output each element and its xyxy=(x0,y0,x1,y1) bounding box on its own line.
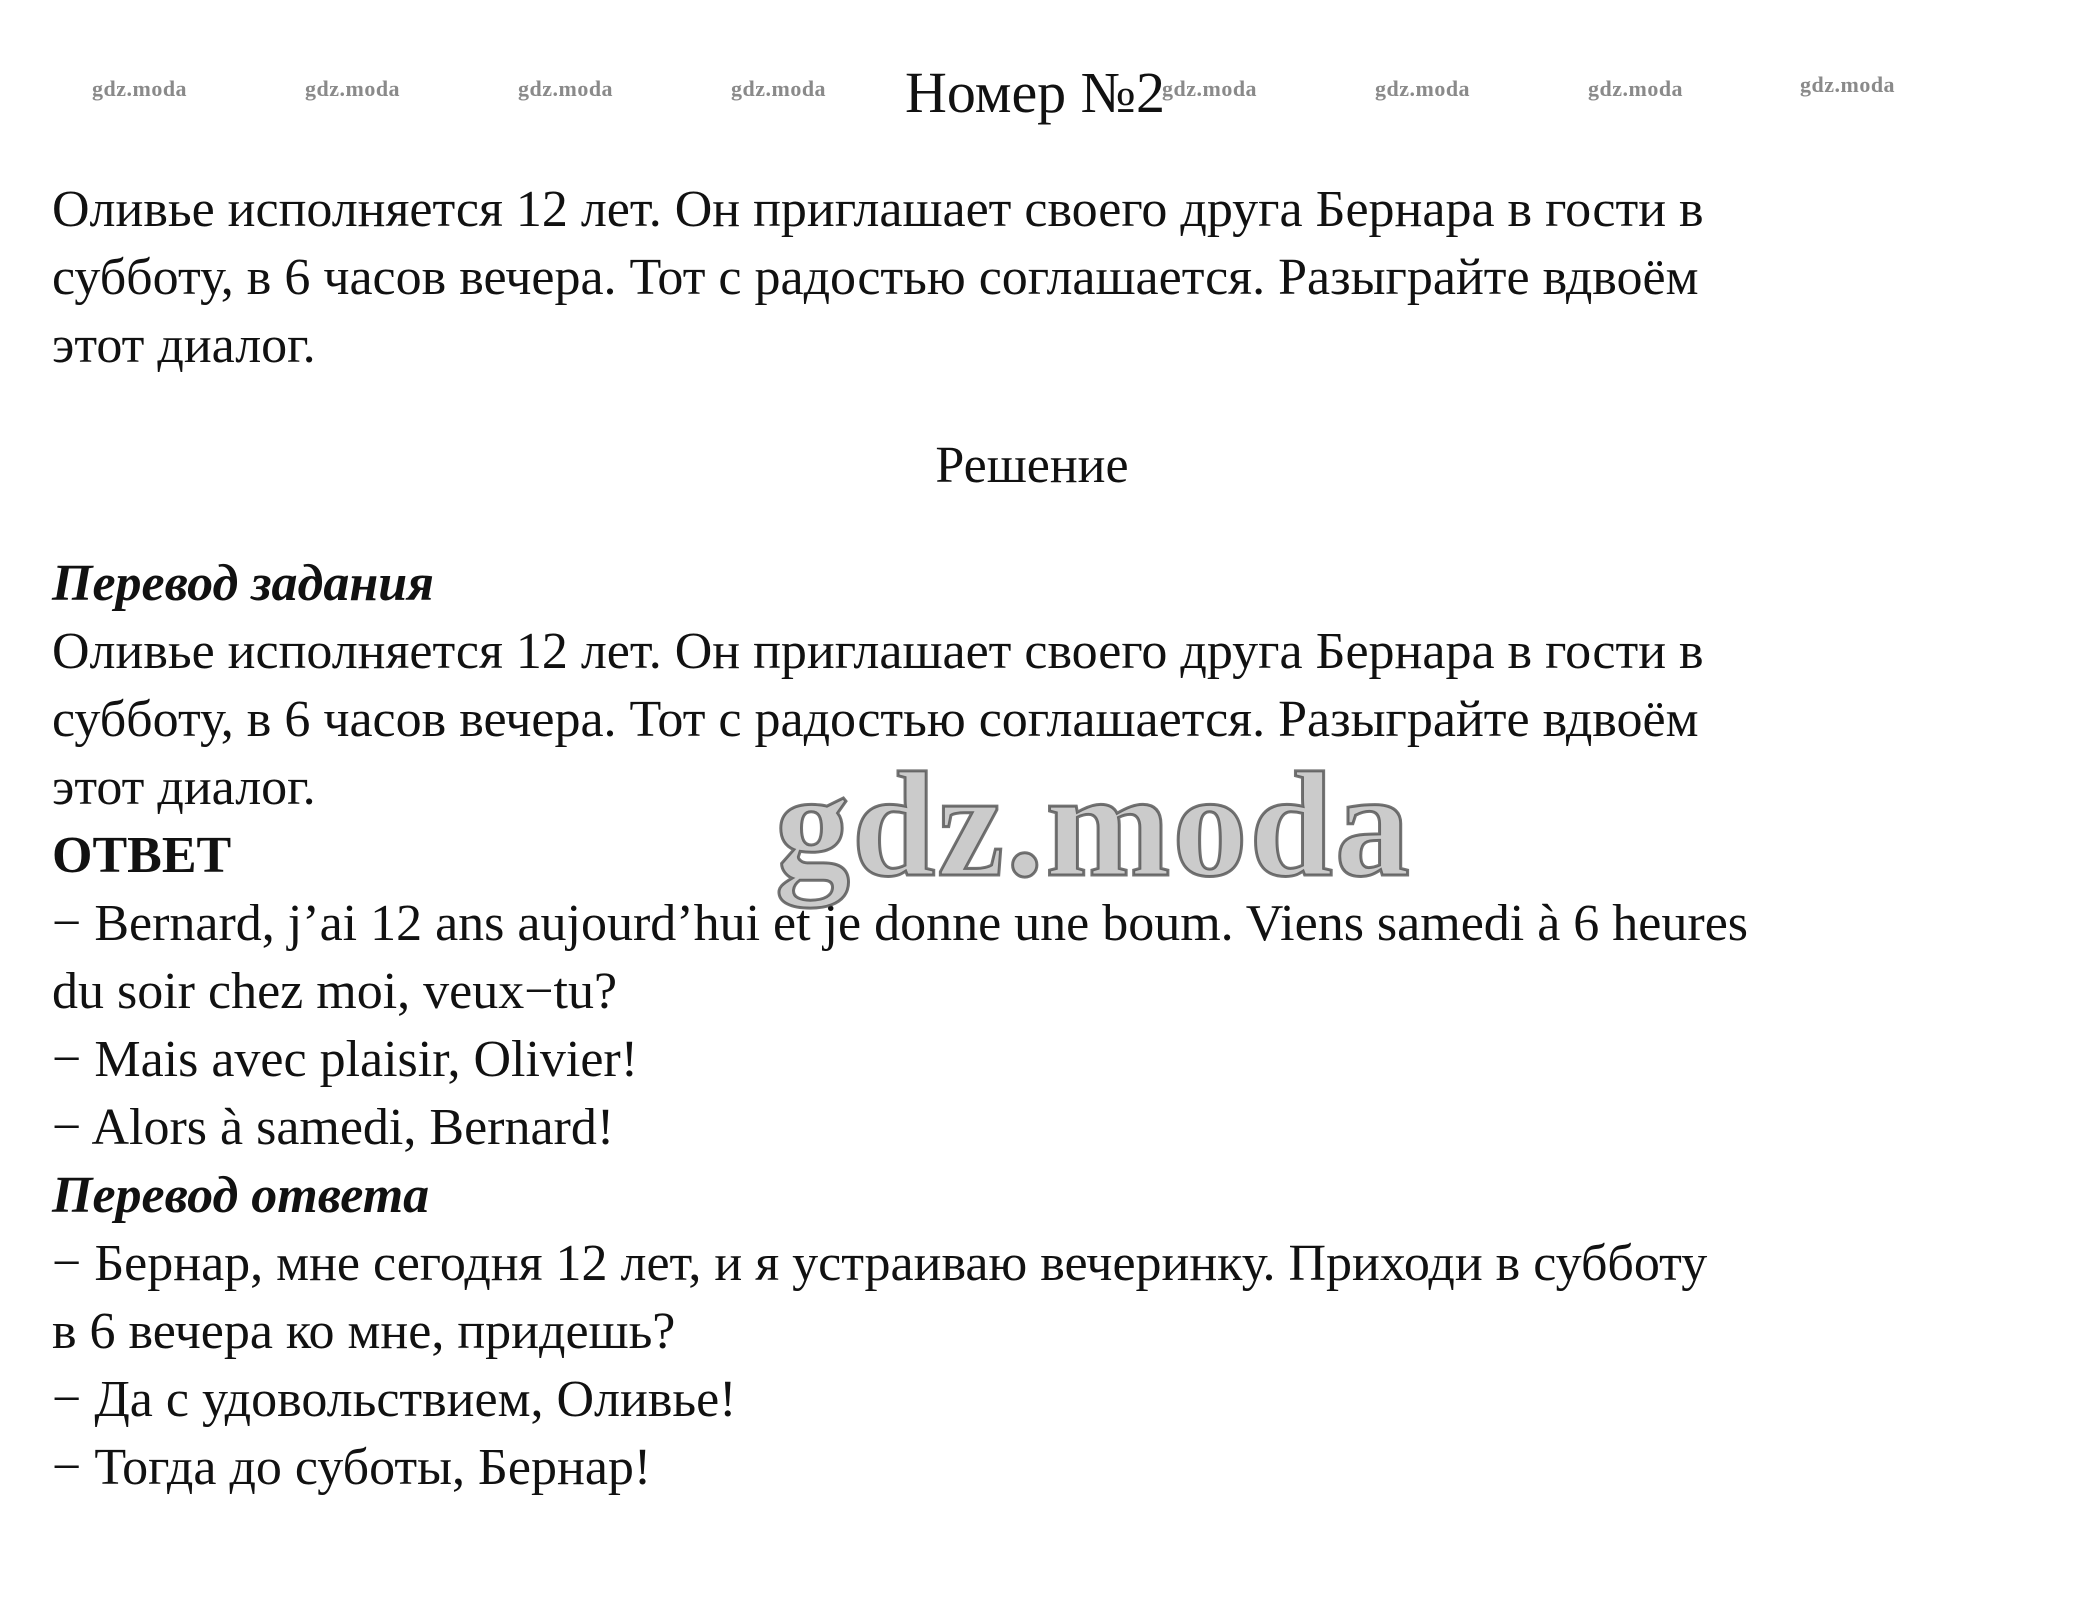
watermark-logo: gdz.moda xyxy=(775,742,1412,908)
task-line: Оливье исполняется 12 лет. Он приглашает своего друга Бернара в гости в xyxy=(52,181,1704,238)
answer-line: − Bernard, j’ai 12 ans aujourd’hui et je donne une boum. Viens samedi à 6 heures xyxy=(52,895,1749,952)
translation-text xyxy=(52,618,2052,822)
translation-line: этот диалог. xyxy=(52,759,316,816)
answer-translation-line: в 6 вечера ко мне, придешь? xyxy=(52,1303,676,1360)
task-line: этот диалог. xyxy=(52,317,316,374)
watermark-small: gdz.moda xyxy=(1375,76,1471,101)
answer-translation-line: − Бернар, мне сегодня 12 лет, и я устраиваю вечеринку. Приходи в субботу xyxy=(52,1235,1708,1292)
answer-heading: ОТВЕТ xyxy=(52,827,232,884)
answer-translation-heading: Перевод ответа xyxy=(52,1167,430,1224)
answer-line: − Alors à samedi, Bernard! xyxy=(52,1099,615,1156)
watermark-small: gdz.moda xyxy=(1800,72,1896,97)
translation-heading: Перевод задания xyxy=(52,555,434,612)
answer-line: du soir chez moi, veux−tu? xyxy=(52,963,618,1020)
answer-translation-text xyxy=(52,1230,2052,1502)
watermark-small: gdz.moda xyxy=(731,76,827,101)
task-line: субботу, в 6 часов вечера. Тот с радостью соглашается. Разыграйте вдвоём xyxy=(52,249,1699,306)
solution-heading: Решение xyxy=(935,437,1129,494)
document-body xyxy=(52,176,2052,1502)
answer-line: − Mais avec plaisir, Olivier! xyxy=(52,1031,639,1088)
answer-text xyxy=(52,890,2052,1162)
watermark-small: gdz.moda xyxy=(1588,76,1684,101)
watermark-small: gdz.moda xyxy=(305,76,401,101)
translation-line: субботу, в 6 часов вечера. Тот с радостью соглашается. Разыграйте вдвоём xyxy=(52,691,1699,748)
page-title: Номер №2 xyxy=(904,60,1166,125)
answer-translation-line: − Да с удовольствием, Оливье! xyxy=(52,1371,737,1428)
watermark-small: gdz.moda xyxy=(1162,76,1258,101)
translation-line: Оливье исполняется 12 лет. Он приглашает своего друга Бернара в гости в xyxy=(52,623,1704,680)
answer-translation-line: − Тогда до суботы, Бернар! xyxy=(52,1439,652,1496)
task-text xyxy=(52,176,2032,380)
watermark-small: gdz.moda xyxy=(92,76,188,101)
watermark-small: gdz.moda xyxy=(518,76,614,101)
